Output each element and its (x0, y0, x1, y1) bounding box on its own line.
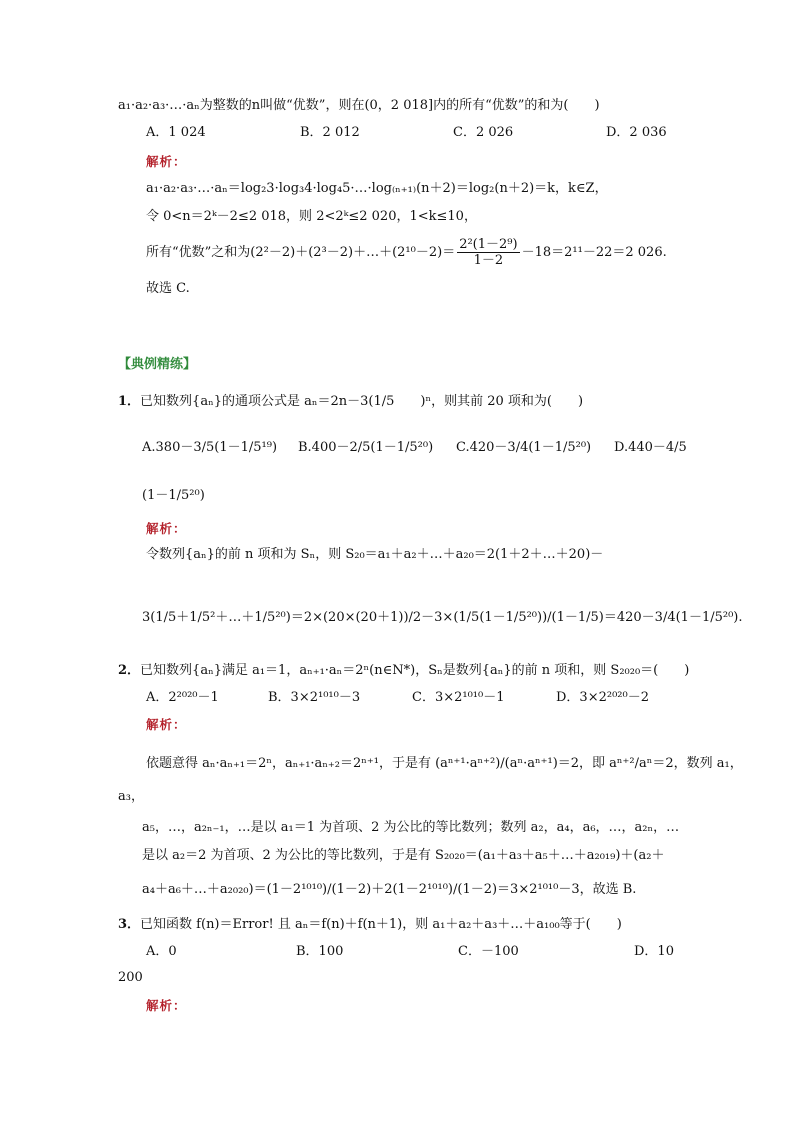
intro-solution-label: 解析： (146, 154, 187, 169)
q1-option-b: B.400－2/5(1－1/5²⁰) (298, 440, 434, 455)
intro-option-c: C．2 026 (453, 125, 514, 140)
q2-solution-line-2: a₃， (118, 789, 144, 804)
intro-option-a: A．1 024 (146, 125, 206, 140)
q3-solution-label: 解析： (146, 998, 187, 1013)
q2-solution-line-3: a₅，…，a₂ₙ₋₁，…是以 a₁＝1 为首项、2 为公比的等比数列；数列 a₂，a₄，a₆，…，a₂ₙ，… (142, 820, 680, 835)
q1-number: 1． (118, 394, 141, 409)
q2-solution-line-4: 是以 a₂＝2 为首项、2 为公比的等比数列，于是有 S₂₀₂₀＝(a₁＋a₃＋a₅＋…＋a₂₀₁₉)＋(a₂＋ (142, 848, 665, 863)
intro-option-b: B．2 012 (300, 125, 360, 140)
q1-option-d: D.440－4/5 (614, 440, 687, 455)
q1-text: 已知数列{aₙ}的通项公式是 aₙ＝2n－3(1/5 )ⁿ，则其前 20 项和为( ) (140, 394, 584, 409)
intro-sum-numerator: 2²(1－2⁹) (459, 237, 518, 252)
intro-sum-fraction (457, 237, 519, 268)
q2-solution-label: 解析： (146, 717, 187, 732)
q2-text: 已知数列{aₙ}满足 a₁＝1，aₙ₊₁·aₙ＝2ⁿ(n∈N*)，Sₙ是数列{aₙ}的前 n 项和，则 S₂₀₂₀＝( ) (140, 663, 690, 678)
q1-option-c: C.420－3/4(1－1/5²⁰) (456, 440, 592, 455)
q2-option-d: D．3×2²⁰²⁰－2 (556, 690, 649, 705)
q1-stem (118, 394, 583, 410)
q1-solution-line-2: 3(1/5＋1/5²＋…＋1/5²⁰)＝2×(20×(20＋1))/2－3×(1/5(1－1/5²⁰))/(1－1/5)＝420－3/4(1－1/5²⁰). (142, 610, 743, 625)
q2-number: 2． (118, 663, 141, 678)
q2-solution-line-5: a₄＋a₆＋…＋a₂₀₂₀)＝(1－2¹⁰¹⁰)/(1－2)＋2(1－2¹⁰¹⁰)/(1－2)＝3×2¹⁰¹⁰－3，故选 B. (142, 882, 637, 897)
q2-option-c: C．3×2¹⁰¹⁰－1 (412, 690, 505, 705)
q1-option-d-continued: (1－1/5²⁰) (142, 488, 205, 503)
q3-option-c: C．－100 (458, 944, 519, 959)
intro-sum-denominator: 1－2 (473, 253, 504, 268)
intro-solution-line-3 (146, 236, 667, 270)
intro-sum-result: －18＝2¹¹－22＝2 026. (521, 245, 667, 260)
intro-solution-line-4: 故选 C. (146, 281, 190, 296)
q1-solution-line-1: 令数列{aₙ}的前 n 项和为 Sₙ，则 S₂₀＝a₁＋a₂＋…＋a₂₀＝2(1＋2＋…＋20)－ (146, 547, 604, 562)
intro-solution-line-2: 令 0<n＝2ᵏ－2≤2 018，则 2<2ᵏ≤2 020，1<k≤10， (146, 209, 477, 224)
intro-sum-expression: 所有“优数”之和为(2²－2)＋(2³－2)＋…＋(2¹⁰－2)＝ (146, 245, 456, 260)
q2-option-a: A．2²⁰²⁰－1 (146, 690, 219, 705)
intro-problem-text: a₁·a₂·a₃·…·aₙ为整数的n叫做“优数”，则在(0，2 018]内的所有“优数”的和为( ) (118, 98, 600, 113)
q2-solution-line-1: 依题意得 aₙ·aₙ₊₁＝2ⁿ，aₙ₊₁·aₙ₊₂＝2ⁿ⁺¹，于是有 (aⁿ⁺¹·aⁿ⁺²)/(aⁿ·aⁿ⁺¹)＝2，即 aⁿ⁺²/aⁿ＝2，数列 a₁， (146, 756, 743, 771)
q3-option-b: B．100 (296, 944, 344, 959)
q2-option-b: B．3×2¹⁰¹⁰－3 (268, 690, 361, 705)
q1-solution-label: 解析： (146, 521, 187, 536)
q3-option-d-continued: 200 (118, 970, 143, 985)
q3-option-d: D．10 (634, 944, 674, 959)
section-title: 【典例精练】 (118, 357, 197, 372)
q3-number: 3． (118, 917, 141, 932)
q3-text: 已知函数 f(n)＝Error! 且 aₙ＝f(n)＋f(n＋1)，则 a₁＋a₂＋a₃＋…＋a₁₀₀等于( ) (140, 917, 622, 932)
q3-stem (118, 917, 622, 933)
q2-stem (118, 663, 689, 679)
intro-option-d: D．2 036 (606, 125, 667, 140)
intro-solution-line-1: a₁·a₂·a₃·…·aₙ＝log₂3·log₃4·log₄5·…·log₍ₙ₊₁₎(n＋2)＝log₂(n＋2)＝k，k∈Z， (146, 181, 608, 196)
q1-option-a: A.380－3/5(1－1/5¹⁹) (142, 440, 278, 455)
q3-option-a: A．0 (146, 944, 177, 959)
